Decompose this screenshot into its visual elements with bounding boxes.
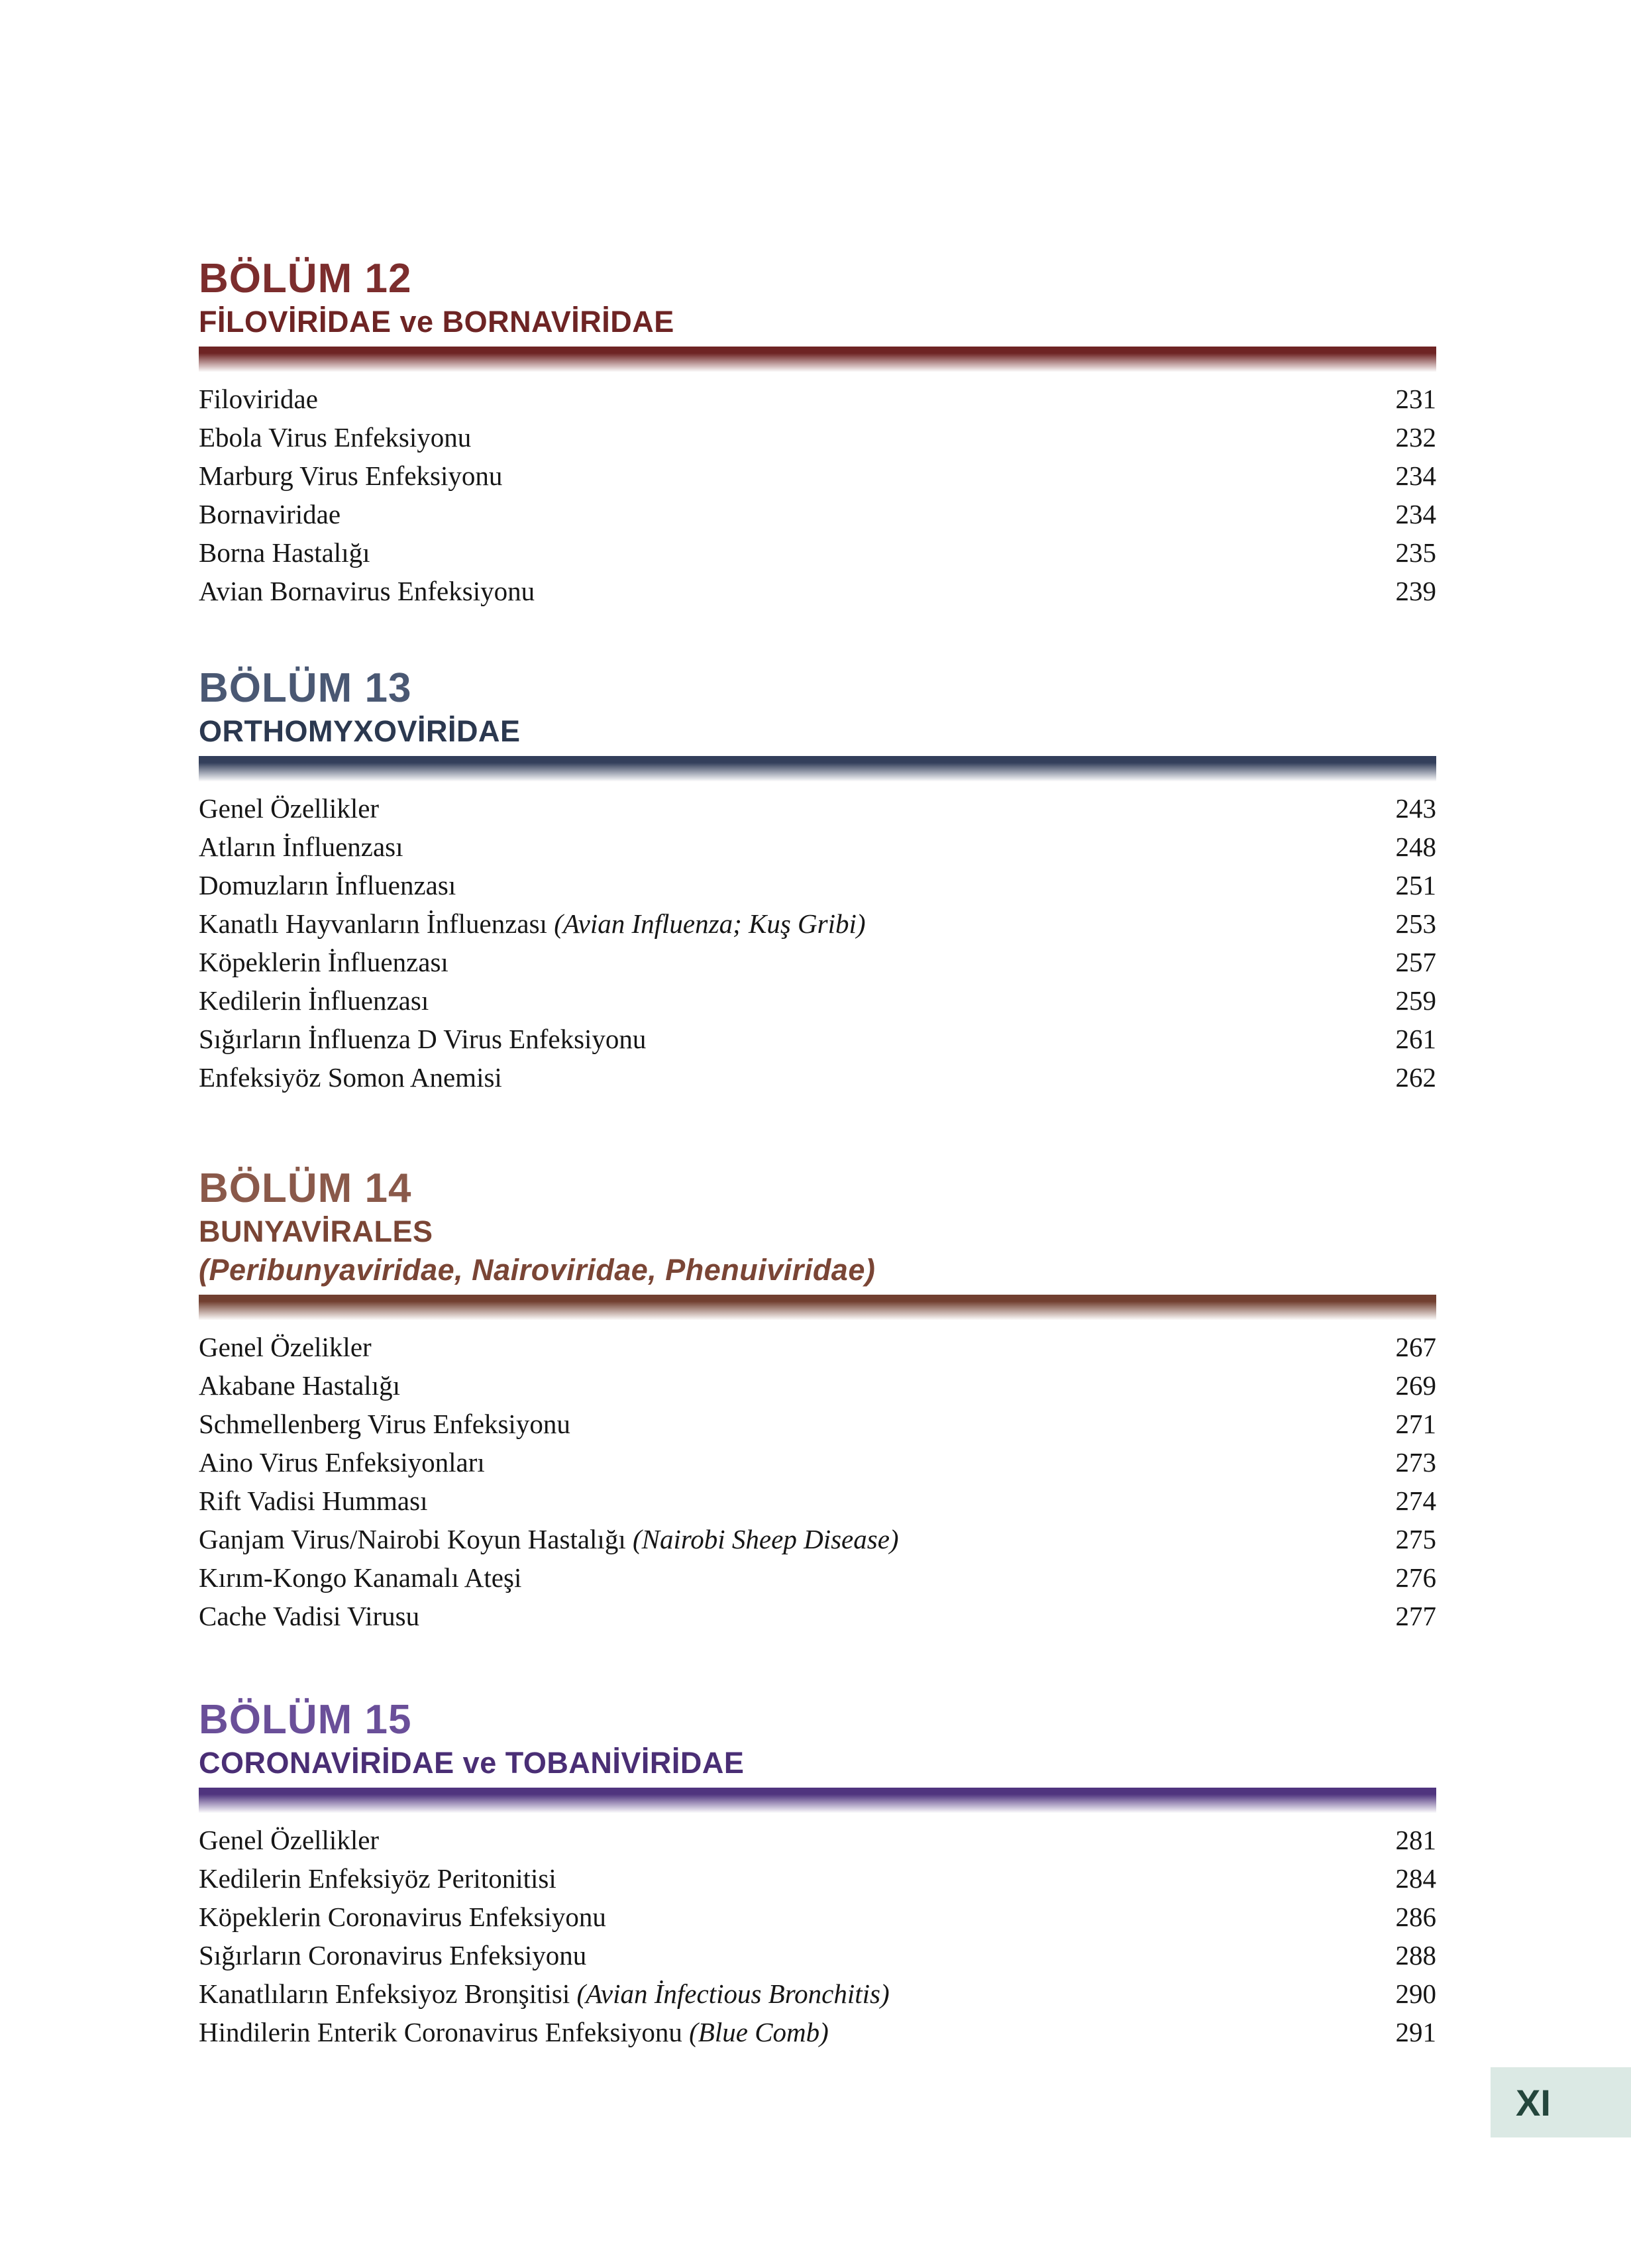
toc-entry [199,1020,1436,1058]
toc-entry [199,866,1436,904]
toc-entry [199,943,1436,981]
chapter-number-heading: BÖLÜM 13 [199,665,412,711]
toc-entry-title: Ganjam Virus/Nairobi Koyun Hastalığı (Nairobi Sheep Disease) [199,1524,899,1554]
toc-entry-page: 286 [1395,1902,1436,1932]
toc-entry [199,1520,1436,1558]
toc-entry-page: 232 [1395,422,1436,453]
toc-entry-title: Kedilerin İnfluenzası [199,985,429,1016]
toc-entry-page: 267 [1395,1332,1436,1362]
toc-entry [199,1936,1436,1974]
chapter-title-heading: ORTHOMYXOVİRİDAE [199,714,521,748]
page-number-label: XI [1516,2081,1551,2124]
toc-entry-title: Marburg Virus Enfeksiyonu [199,460,503,491]
toc-entry-page: 248 [1395,832,1436,862]
toc-content [199,255,1436,2051]
toc-entry-page: 269 [1395,1370,1436,1401]
toc-entry-title: Domuzların İnfluenzası [199,870,456,900]
toc-entry-list [199,380,1436,610]
toc-entry-title: Filoviridae [199,384,318,414]
toc-entry-page: 276 [1395,1562,1436,1593]
toc-entry-title: Cache Vadisi Virusu [199,1601,420,1631]
toc-entry [199,789,1436,828]
toc-entry-page: 284 [1395,1863,1436,1894]
toc-entry-title: Sığırların İnfluenza D Virus Enfeksiyonu [199,1024,647,1054]
page-number-badge [1491,2067,1631,2137]
toc-entry [199,1821,1436,1859]
toc-entry-page: 253 [1395,908,1436,939]
chapter-section-13 [199,665,1436,1097]
toc-entry [199,1058,1436,1097]
chapter-section-12 [199,255,1436,610]
toc-entry-title-italic: (Nairobi Sheep Disease) [632,1524,899,1554]
chapter-section-15 [199,1696,1436,2051]
toc-entry-page: 288 [1395,1940,1436,1971]
chapter-title-heading: FİLOVİRİDAE ve BORNAVİRİDAE [199,305,674,339]
toc-entry-page: 261 [1395,1024,1436,1054]
toc-entry [199,828,1436,866]
toc-entry [199,981,1436,1020]
toc-entry-page: 257 [1395,947,1436,977]
toc-entry-page: 239 [1395,576,1436,606]
toc-entry-page: 235 [1395,537,1436,568]
toc-entry [199,1597,1436,1635]
chapter-number-heading: BÖLÜM 14 [199,1165,412,1211]
toc-entry [199,1443,1436,1482]
toc-entry-list [199,789,1436,1097]
toc-entry-title-italic: (Avian Influenza; Kuş Gribi) [554,908,866,939]
chapter-section-14 [199,1165,1436,1635]
toc-entry-page: 231 [1395,384,1436,414]
toc-entry-title: Rift Vadisi Humması [199,1485,428,1516]
toc-entry-title: Borna Hastalığı [199,537,370,568]
toc-entry-page: 291 [1395,2017,1436,2047]
toc-entry-list [199,1328,1436,1635]
toc-entry-title: Atların İnfluenzası [199,832,403,862]
section-divider [199,347,1436,374]
toc-entry-title: Kanatlıların Enfeksiyoz Bronşitisi (Avian İnfectious Bronchitis) [199,1978,890,2009]
toc-entry [199,418,1436,457]
toc-entry-title: Akabane Hastalığı [199,1370,400,1401]
toc-entry-page: 275 [1395,1524,1436,1554]
toc-entry [199,457,1436,495]
toc-entry-title: Genel Özellikler [199,1825,380,1855]
toc-entry-title: Hindilerin Enterik Coronavirus Enfeksiyonu (Blue Comb) [199,2017,829,2047]
toc-entry-page: 259 [1395,985,1436,1016]
toc-entry-page: 234 [1395,499,1436,529]
toc-entry-page: 251 [1395,870,1436,900]
toc-entry-list [199,1821,1436,2051]
toc-entry-page: 243 [1395,793,1436,824]
toc-entry [199,1482,1436,1520]
toc-entry-title-italic: (Avian İnfectious Bronchitis) [576,1978,890,2009]
toc-entry-title: Ebola Virus Enfeksiyonu [199,422,472,453]
chapter-title-heading: BUNYAVİRALES [199,1215,433,1248]
toc-entry [199,1366,1436,1405]
toc-entry-page: 277 [1395,1601,1436,1631]
toc-entry-title: Kırım-Kongo Kanamalı Ateşi [199,1562,522,1593]
toc-entry-page: 234 [1395,460,1436,491]
toc-entry-page: 273 [1395,1447,1436,1478]
toc-entry [199,495,1436,533]
toc-entry-title: Enfeksiyöz Somon Anemisi [199,1062,502,1093]
toc-entry-page: 271 [1395,1409,1436,1439]
toc-entry-page: 262 [1395,1062,1436,1093]
section-divider [199,756,1436,784]
toc-entry [199,1328,1436,1366]
toc-entry [199,2013,1436,2051]
toc-entry-title-italic: (Blue Comb) [689,2017,829,2047]
toc-entry-title: Sığırların Coronavirus Enfeksiyonu [199,1940,587,1971]
toc-entry-title: Köpeklerin Coronavirus Enfeksiyonu [199,1902,606,1932]
toc-entry [199,1898,1436,1936]
section-divider [199,1295,1436,1323]
toc-entry [199,533,1436,572]
chapter-title-heading: CORONAVİRİDAE ve TOBANİVİRİDAE [199,1746,745,1780]
section-divider [199,1788,1436,1815]
toc-entry-title: Aino Virus Enfeksiyonları [199,1447,485,1478]
toc-entry-title: Genel Özellikler [199,793,380,824]
toc-entry [199,1558,1436,1597]
chapter-title-secondary: (Peribunyaviridae, Nairoviridae, Phenuiviridae) [199,1253,876,1287]
toc-entry [199,380,1436,418]
toc-entry-title: Schmellenberg Virus Enfeksiyonu [199,1409,570,1439]
chapter-number-heading: BÖLÜM 12 [199,256,412,301]
toc-entry [199,1859,1436,1898]
toc-entry-title: Avian Bornavirus Enfeksiyonu [199,576,535,606]
toc-entry-page: 281 [1395,1825,1436,1855]
toc-entry [199,904,1436,943]
toc-entry-title: Köpeklerin İnfluenzası [199,947,448,977]
chapter-number-heading: BÖLÜM 15 [199,1697,412,1743]
toc-entry-title: Kanatlı Hayvanların İnfluenzası (Avian Influenza; Kuş Gribi) [199,908,866,939]
toc-entry-title: Kedilerin Enfeksiyöz Peritonitisi [199,1863,556,1894]
toc-entry-title: Bornaviridae [199,499,341,529]
toc-entry-page: 290 [1395,1978,1436,2009]
toc-entry-title: Genel Özelikler [199,1332,372,1362]
toc-entry [199,572,1436,610]
toc-entry-page: 274 [1395,1485,1436,1516]
toc-entry [199,1405,1436,1443]
toc-entry [199,1974,1436,2013]
